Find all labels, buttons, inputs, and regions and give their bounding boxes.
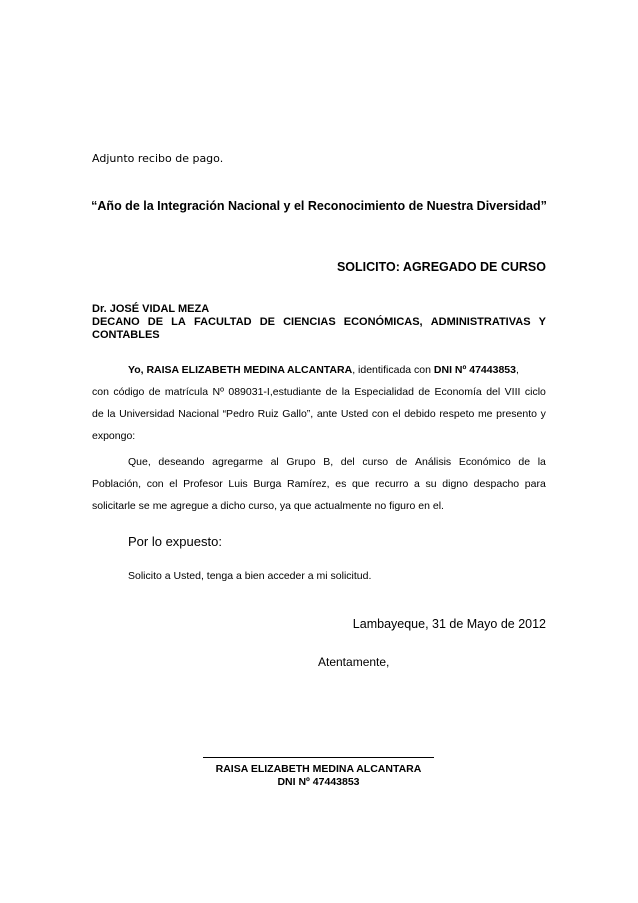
paragraph-1-line-2-word: Nº bbox=[212, 386, 224, 398]
paragraph-1-line-3-word: ante bbox=[316, 408, 338, 420]
addressee-title-word: ADMINISTRATIVAS bbox=[430, 316, 531, 328]
paragraph-2-line-2-word: el bbox=[169, 478, 178, 490]
paragraph-1-line-3-word: me bbox=[477, 408, 493, 420]
paragraph-1-line-2-word: la bbox=[341, 386, 350, 398]
paragraph-1-line-2-word: Economía bbox=[434, 386, 482, 398]
paragraph-1-mid: , identificada con bbox=[352, 364, 434, 376]
paragraph-2-line-2-word: digno bbox=[442, 478, 468, 490]
addressee-title-word: FACULTAD bbox=[193, 316, 252, 328]
paragraph-2-line-1-word: la bbox=[537, 456, 546, 468]
paragraph-1-line-4: expongo: bbox=[92, 430, 136, 442]
applicant-dni: DNI Nº 47443853 bbox=[433, 364, 516, 376]
paragraph-1-line-2-word: de bbox=[325, 386, 338, 398]
paragraph-1-line-2 bbox=[92, 381, 546, 403]
paragraph-2-line-2-word: despacho bbox=[473, 478, 520, 490]
addressee-title-word: DE bbox=[147, 316, 164, 328]
paragraph-1-line-3 bbox=[92, 403, 546, 425]
paragraph-2-line-1-word: Grupo bbox=[286, 456, 316, 468]
addressee-title-word: LA bbox=[171, 316, 186, 328]
paragraph-2-line-1-word: de bbox=[518, 456, 531, 468]
paragraph-1-line-2-word: 089031-I,estudiante bbox=[228, 386, 322, 398]
paragraph-2-line-1-word: Que, bbox=[128, 456, 151, 468]
paragraph-2-line-3: solicitarle se me agregue a dicho curso, ya que actualmente no figuro en el. bbox=[92, 500, 444, 512]
paragraph-1-line-3-word: “Pedro bbox=[222, 408, 255, 420]
addressee-block bbox=[92, 303, 546, 342]
paragraph-2-line-2-word: Luis bbox=[228, 478, 248, 490]
paragraph-1-line-3-word: Usted bbox=[340, 408, 369, 420]
paragraph-1-line-2-word: código bbox=[113, 386, 145, 398]
paragraph-1-line-3-word: Universidad bbox=[119, 408, 175, 420]
paragraph-2-line-2-word: recurro bbox=[375, 478, 409, 490]
addressee-title-word: DECANO bbox=[92, 316, 140, 328]
sign-off: Atentamente, bbox=[318, 655, 390, 669]
paragraph-2-line-1 bbox=[92, 451, 546, 473]
date-line: Lambayeque, 31 de Mayo de 2012 bbox=[352, 617, 546, 631]
paragraph-1-line-3-word: de bbox=[92, 408, 104, 420]
signature-name: RAISA ELIZABETH MEDINA ALCANTARA bbox=[215, 763, 422, 775]
paragraph-2-line-2-word: a bbox=[414, 478, 420, 490]
addressee-title-word: ECONÓMICAS, bbox=[343, 316, 423, 328]
addressee-name: Dr. JOSÉ VIDAL MEZA bbox=[92, 303, 210, 315]
paragraph-2-line-1-word: Económico bbox=[458, 456, 511, 468]
signature-block bbox=[203, 763, 434, 789]
paragraph-1-line-2-word: de bbox=[418, 386, 431, 398]
paragraph-1-line-3-word: debido bbox=[404, 408, 436, 420]
paragraph-2-line-2-word: Profesor bbox=[183, 478, 223, 490]
paragraph-2-line-1-word: de bbox=[395, 456, 408, 468]
paragraph-1-line-2-word: Especialidad bbox=[354, 386, 414, 398]
paragraph-2-line-2 bbox=[92, 473, 546, 495]
paragraph-2-line-1-word: agregarme bbox=[212, 456, 263, 468]
por-lo-expuesto: Por lo expuesto: bbox=[128, 534, 222, 549]
paragraph-1-line-3-word: con bbox=[371, 408, 389, 420]
addressee-title-word: Y bbox=[538, 316, 546, 328]
paragraph-2-line-2-word: con bbox=[146, 478, 164, 490]
paragraph-2-line-2-word: que bbox=[351, 478, 370, 490]
paragraph-2-line-1-word: deseando bbox=[158, 456, 205, 468]
signature-line bbox=[203, 757, 434, 758]
paragraph-2-line-1-word: curso bbox=[362, 456, 389, 468]
paragraph-1-line-3-word: presento bbox=[496, 408, 537, 420]
request-title: SOLICITO: AGREGADO DE CURSO bbox=[336, 260, 546, 274]
paragraph-2-line-2-word: su bbox=[425, 478, 437, 490]
addressee-title-word: DE bbox=[259, 316, 275, 328]
paragraph-1-line-1 bbox=[92, 359, 546, 381]
addressee-title-line bbox=[92, 316, 546, 329]
paragraph-2-line-1-word: al bbox=[270, 456, 279, 468]
solicit-line: Solicito a Usted, tenga a bien acceder a mi solicitud. bbox=[128, 570, 372, 582]
paragraph-1-line-2-word: ciclo bbox=[524, 386, 546, 398]
paragraph-2-line-1-word: B, bbox=[323, 456, 334, 468]
addressee-title-word: CIENCIAS bbox=[283, 316, 336, 328]
signature-dni: DNI Nº 47443853 bbox=[277, 776, 360, 788]
paragraph-1-line-3-word: respeto bbox=[439, 408, 475, 420]
paragraph-2-line-1-word: del bbox=[340, 456, 355, 468]
attachment-note: Adjunto recibo de pago. bbox=[92, 152, 224, 165]
paragraph-1-line-2-word: VIII bbox=[504, 386, 521, 398]
paragraph-1-end: , bbox=[515, 364, 519, 376]
paragraph-2-line-2-word: Población, bbox=[92, 478, 142, 490]
paragraph-1-line-2-word: del bbox=[486, 386, 501, 398]
paragraph-1-line-2-word: matrícula bbox=[164, 386, 209, 398]
paragraph-1-line-2-word: de bbox=[148, 386, 161, 398]
paragraph-1-line-3-word: Ruiz bbox=[257, 408, 279, 420]
paragraph-2 bbox=[92, 451, 546, 517]
paragraph-1-line-3-word: Gallo”, bbox=[282, 408, 314, 420]
applicant-name: Yo, RAISA ELIZABETH MEDINA ALCANTARA bbox=[128, 364, 353, 376]
paragraph-1-line-3-word: y bbox=[540, 408, 546, 420]
paragraph-1-line-3-word: el bbox=[392, 408, 401, 420]
paragraph-2-line-2-word: para bbox=[524, 478, 546, 490]
paragraph-1-line-3-word: la bbox=[107, 408, 116, 420]
year-motto: “Año de la Integración Nacional y el Reconocimiento de Nuestra Diversidad” bbox=[91, 199, 547, 213]
paragraph-2-line-2-word: Burga bbox=[253, 478, 282, 490]
paragraph-1-line-2-word: con bbox=[92, 386, 109, 398]
paragraph-2-line-2-word: es bbox=[335, 478, 347, 490]
addressee-title-last: CONTABLES bbox=[92, 329, 160, 341]
paragraph-1-line-3-word: Nacional bbox=[178, 408, 219, 420]
paragraph-2-line-1-word: Análisis bbox=[415, 456, 452, 468]
paragraph-2-line-2-word: Ramírez, bbox=[287, 478, 330, 490]
paragraph-1 bbox=[92, 359, 546, 447]
